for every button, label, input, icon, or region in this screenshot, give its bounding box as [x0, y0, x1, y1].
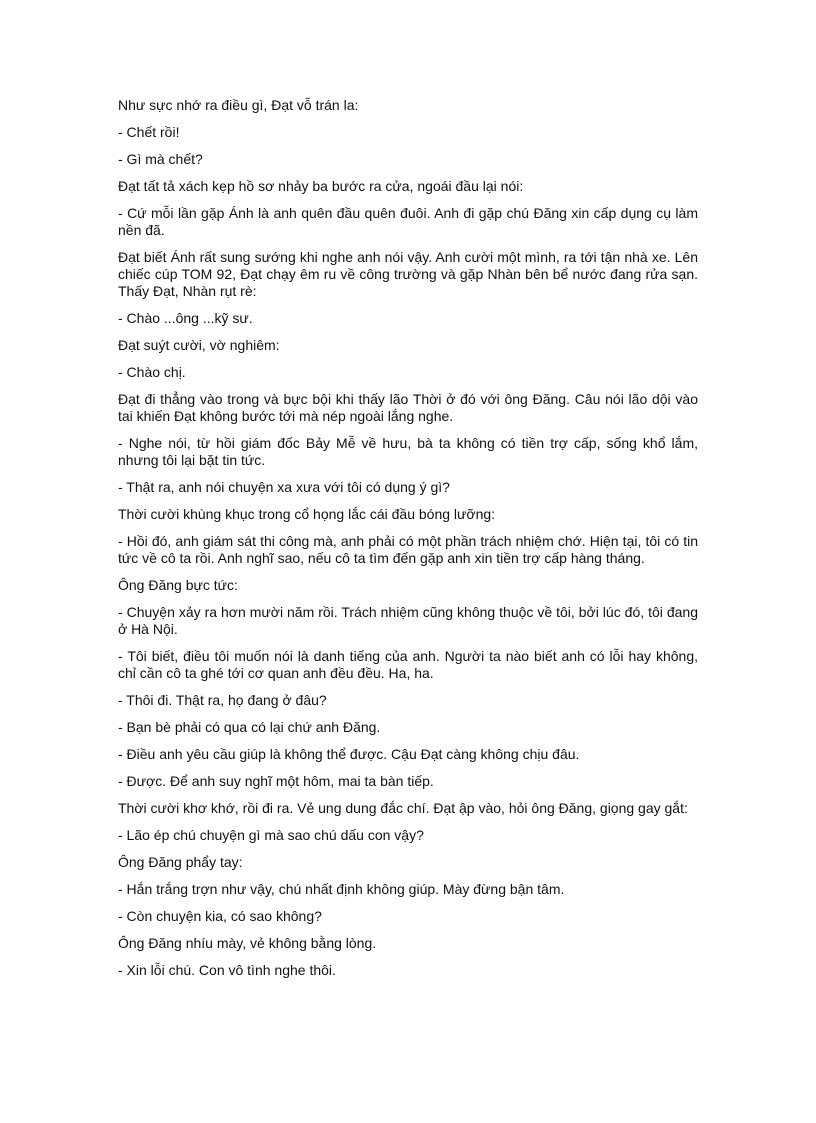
paragraph: - Chết rồi! — [118, 124, 180, 140]
paragraph: Như sực nhớ ra điều gì, Đạt vỗ trán la: — [118, 97, 359, 113]
paragraph: - Thôi đi. Thật ra, họ đang ở đâu? — [118, 692, 327, 708]
paragraph: - Gì mà chết? — [118, 151, 203, 167]
paragraph: Thời cười khơ khớ, rồi đi ra. Vẻ ung dung đắc chí. Đạt ập vào, hỏi ông Đăng, giọng gay gắt: — [118, 800, 688, 816]
paragraph: Ông Đăng phẩy tay: — [118, 854, 243, 870]
paragraph: Ông Đăng nhíu mày, vẻ không bằng lòng. — [118, 935, 377, 951]
paragraph: - Hắn trắng trợn như vậy, chú nhất định không giúp. Mày đừng bận tâm. — [118, 881, 565, 897]
paragraph: - Cứ mỗi lần gặp Ánh là anh quên đầu quên đuôi. Anh đi gặp chú Đăng xin cấp dụng cụ làm nền đã. — [118, 205, 698, 238]
paragraph: Ông Đăng bực tức: — [118, 577, 238, 593]
paragraph: - Điều anh yêu cầu giúp là không thể được. Cậu Đạt càng không chịu đâu. — [118, 746, 580, 762]
paragraph: - Chào ...ông ...kỹ sư. — [118, 310, 253, 326]
paragraph: Đạt đi thẳng vào trong và bực bội khi thấy lão Thời ở đó với ông Đăng. Câu nói lão dội vào tai khiến Đạt không bước tới mà nép ngoài lắng nghe. — [118, 391, 698, 424]
paragraph: - Được. Để anh suy nghĩ một hôm, mai ta bàn tiếp. — [118, 773, 434, 789]
paragraph: - Còn chuyện kia, có sao không? — [118, 908, 322, 924]
paragraph: - Chào chị. — [118, 364, 186, 380]
paragraph: Đạt suýt cười, vờ nghiêm: — [118, 337, 280, 353]
paragraph: - Nghe nói, từ hồi giám đốc Bảy Mễ về hưu, bà ta không có tiền trợ cấp, sống khổ lắm, nhưng tôi lại bặt tin tức. — [118, 435, 698, 468]
paragraph: - Thật ra, anh nói chuyện xa xưa với tôi có dụng ý gì? — [118, 479, 450, 495]
paragraph: - Lão ép chú chuyện gì mà sao chú dấu con vậy? — [118, 827, 424, 843]
paragraph: - Tôi biết, điều tôi muốn nói là danh tiếng của anh. Người ta nào biết anh có lỗi hay không, chỉ cần cô ta ghé tới cơ quan anh đều đều. Ha, ha. — [118, 648, 698, 681]
paragraph: - Hồi đó, anh giám sát thi công mà, anh phải có một phần trách nhiệm chớ. Hiện tại, tôi có tin tức về cô ta rồi. Anh nghĩ sao, nếu cô ta tìm đến gặp anh xin tiền trợ cấp hàng tháng. — [118, 533, 698, 566]
paragraph: - Xin lỗi chú. Con vô tình nghe thôi. — [118, 962, 336, 978]
paragraph: Đạt tất tả xách kẹp hồ sơ nhảy ba bước ra cửa, ngoái đầu lại nói: — [118, 178, 524, 194]
paragraph: Đạt biết Ánh rất sung sướng khi nghe anh nói vậy. Anh cười một mình, ra tới tận nhà xe. Lên chiếc cúp TOM 92, Đạt chạy êm ru về công trường và gặp Nhàn bên bể nước đang rửa sạn. Thấy Đạt, Nhàn rụt rè: — [118, 249, 698, 299]
paragraph: - Chuyện xảy ra hơn mười năm rồi. Trách nhiệm cũng không thuộc về tôi, bởi lúc đó, tôi đang ở Hà Nội. — [118, 604, 698, 637]
document-body — [118, 97, 698, 989]
paragraph: - Bạn bè phải có qua có lại chứ anh Đăng. — [118, 719, 381, 735]
paragraph: Thời cười khùng khục trong cổ họng lắc cái đầu bóng lưỡng: — [118, 506, 496, 522]
